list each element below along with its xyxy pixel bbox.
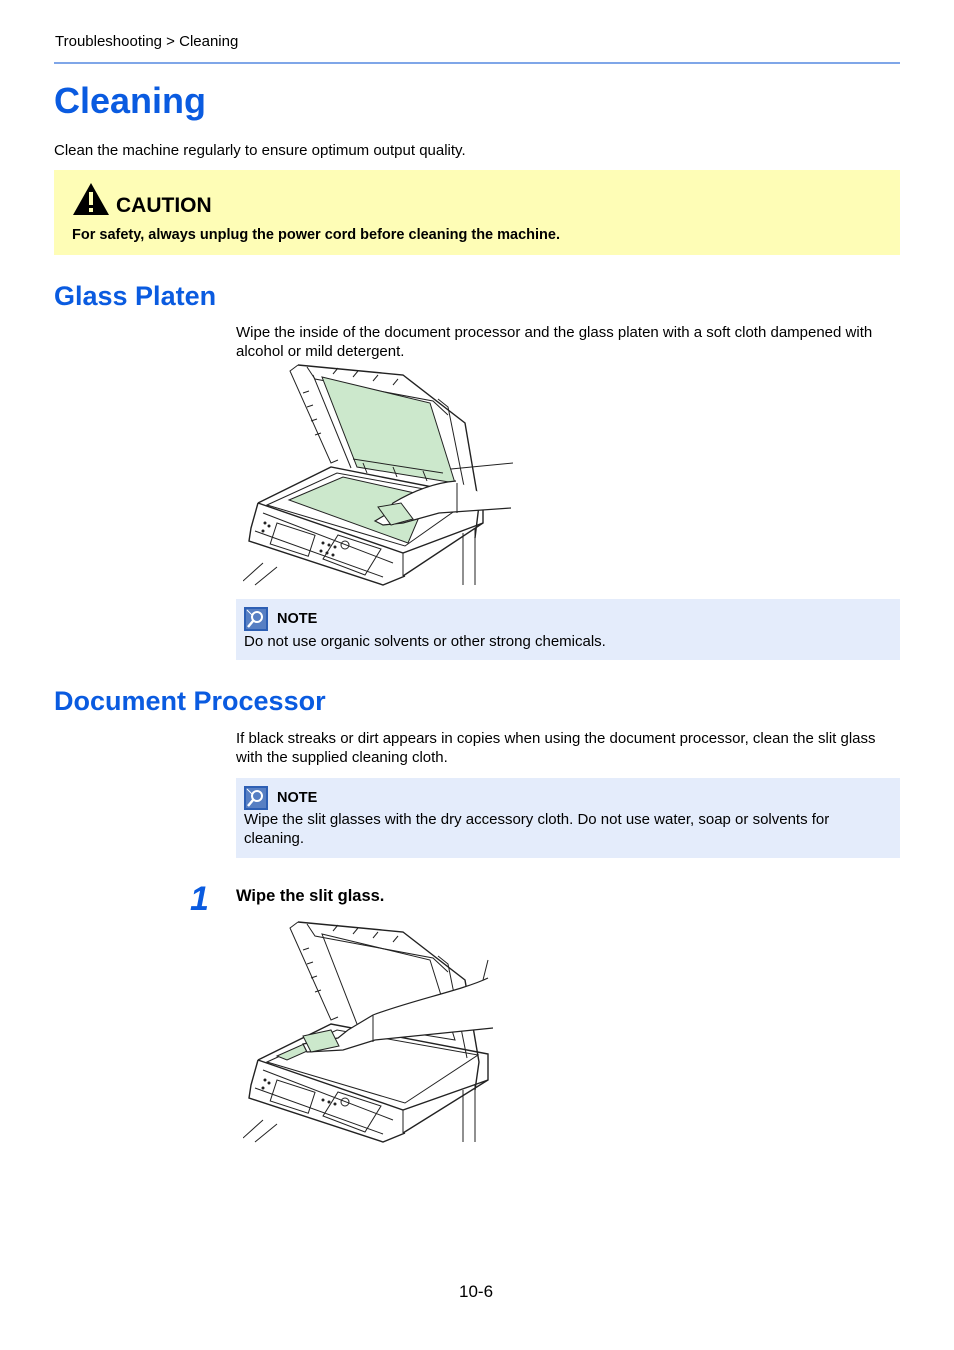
- note-box-document-processor: [236, 778, 900, 858]
- note-text: Wipe the slit glasses with the dry accessory cloth. Do not use water, soap or solvents for cleaning.: [244, 811, 830, 847]
- glass-platen-body: Wipe the inside of the document processor and the glass platen with a soft cloth dampened with alcohol or mild detergent.: [236, 324, 873, 360]
- caution-box: [54, 170, 900, 255]
- note-text: Do not use organic solvents or other strong chemicals.: [244, 633, 606, 650]
- note-box-glass-platen: [236, 599, 900, 660]
- note-icon: [244, 786, 268, 810]
- caution-text: For safety, always unplug the power cord before cleaning the machine.: [72, 227, 561, 243]
- note-label: NOTE: [277, 790, 318, 806]
- note-label: NOTE: [277, 611, 318, 627]
- document-processor-body: If black streaks or dirt appears in copies when using the document processor, clean the slit glass with the supplied cleaning cloth.: [236, 730, 876, 766]
- glass-platen-illustration: [243, 363, 513, 588]
- step-text: Wipe the slit glass.: [236, 887, 385, 905]
- warning-icon: [72, 182, 110, 216]
- section-heading-document-processor: Document Processor: [54, 686, 326, 716]
- page-title: Cleaning: [54, 80, 207, 121]
- note-icon: [244, 607, 268, 631]
- slit-glass-illustration: [243, 920, 503, 1145]
- breadcrumb: Troubleshooting > Cleaning: [55, 33, 239, 50]
- step-number: 1: [190, 880, 209, 918]
- intro-text: Clean the machine regularly to ensure optimum output quality.: [54, 142, 466, 159]
- caution-label: CAUTION: [116, 194, 212, 217]
- section-heading-glass-platen: Glass Platen: [54, 281, 217, 311]
- header-divider: [54, 62, 900, 64]
- page-number: 10-6: [459, 1282, 494, 1301]
